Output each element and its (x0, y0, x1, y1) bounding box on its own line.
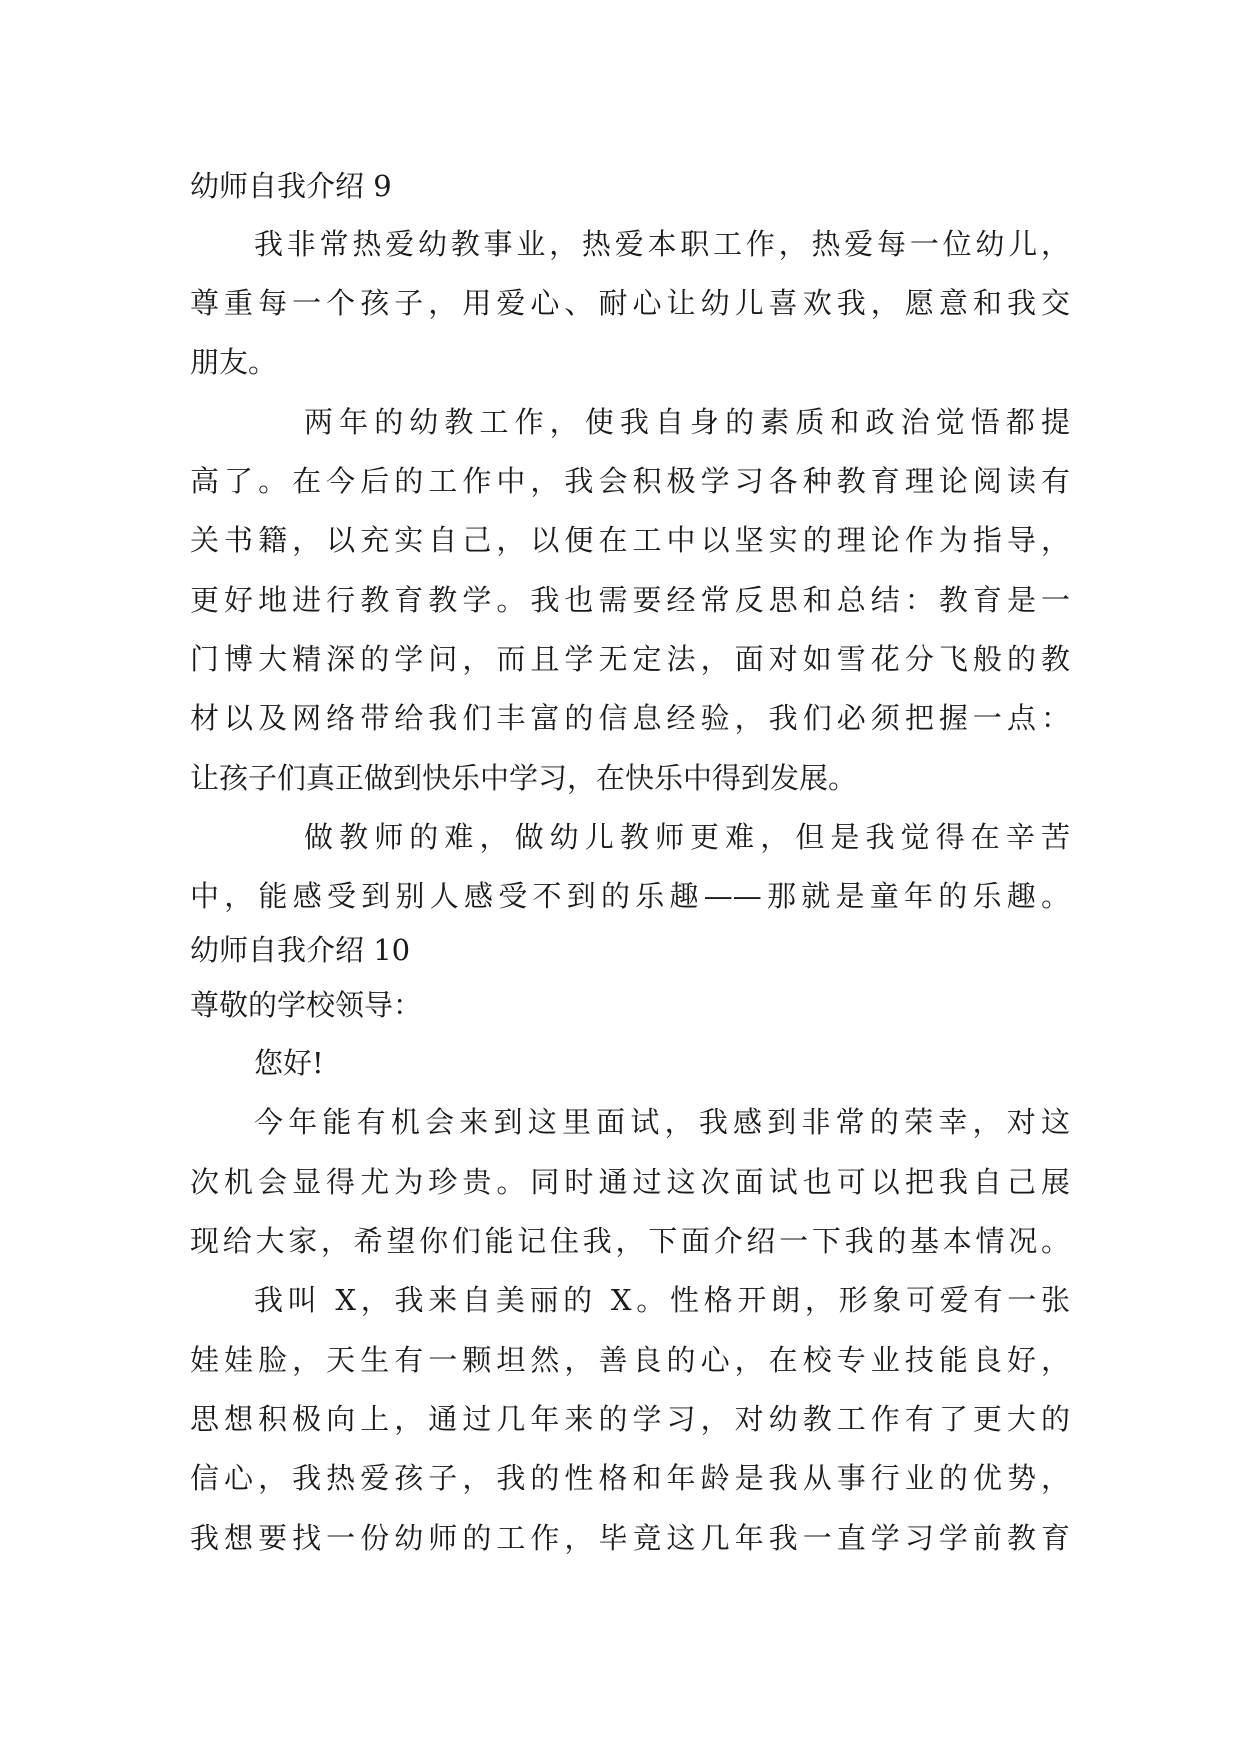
paragraph-line: 思想积极向上，通过几年来的学习，对幼教工作有了更大的 (190, 1402, 1070, 1436)
paragraph-line: 我叫 X，我来自美丽的 X。性格开朗，形象可爱有一张 (254, 1283, 1070, 1317)
paragraph-line: 次机会显得尤为珍贵。同时通过这次面试也可以把我自己展 (190, 1165, 1070, 1199)
paragraph-line: 我非常热爱幼教事业，热爱本职工作，热爱每一位幼儿， (254, 227, 1070, 261)
paragraph-line: 中，能感受到别人感受不到的乐趣——那就是童年的乐趣。 (190, 879, 1070, 913)
paragraph-line: 两年的幼教工作，使我自身的素质和政治觉悟都提 (304, 405, 1070, 439)
paragraph-line: 我想要找一份幼师的工作，毕竟这几年我一直学习学前教育 (190, 1521, 1070, 1555)
section-heading: 幼师自我介绍 10 (190, 933, 411, 967)
paragraph-line: 关书籍，以充实自己，以便在工中以坚实的理论作为指导， (190, 523, 1070, 557)
paragraph-line: 尊重每一个孩子，用爱心、耐心让幼儿喜欢我，愿意和我交 (190, 286, 1070, 320)
section-heading: 幼师自我介绍 9 (190, 169, 392, 203)
paragraph-line: 更好地进行教育教学。我也需要经常反思和总结：教育是一 (190, 583, 1070, 617)
paragraph-line: 信心，我热爱孩子，我的性格和年龄是我从事行业的优势， (190, 1461, 1070, 1495)
paragraph-line: 高了。在今后的工作中，我会积极学习各种教育理论阅读有 (190, 464, 1070, 498)
salutation: 尊敬的学校领导： (190, 988, 423, 1022)
paragraph-line: 材以及网络带给我们丰富的信息经验，我们必须把握一点： (190, 701, 1070, 735)
paragraph-line: 今年能有机会来到这里面试，我感到非常的荣幸，对这 (254, 1105, 1070, 1139)
paragraph-line: 做教师的难，做幼儿教师更难，但是我觉得在辛苦 (304, 820, 1070, 854)
paragraph-line: 娃娃脸，天生有一颗坦然，善良的心，在校专业技能良好， (190, 1343, 1070, 1377)
paragraph-line: 现给大家，希望你们能记住我，下面介绍一下我的基本情况。 (190, 1224, 1070, 1258)
paragraph-line: 门博大精深的学问，而且学无定法，面对如雪花分飞般的教 (190, 642, 1070, 676)
greeting: 您好! (254, 1046, 324, 1080)
paragraph-line: 朋友。 (190, 345, 278, 379)
paragraph-line: 让孩子们真正做到快乐中学习，在快乐中得到发展。 (190, 761, 858, 795)
